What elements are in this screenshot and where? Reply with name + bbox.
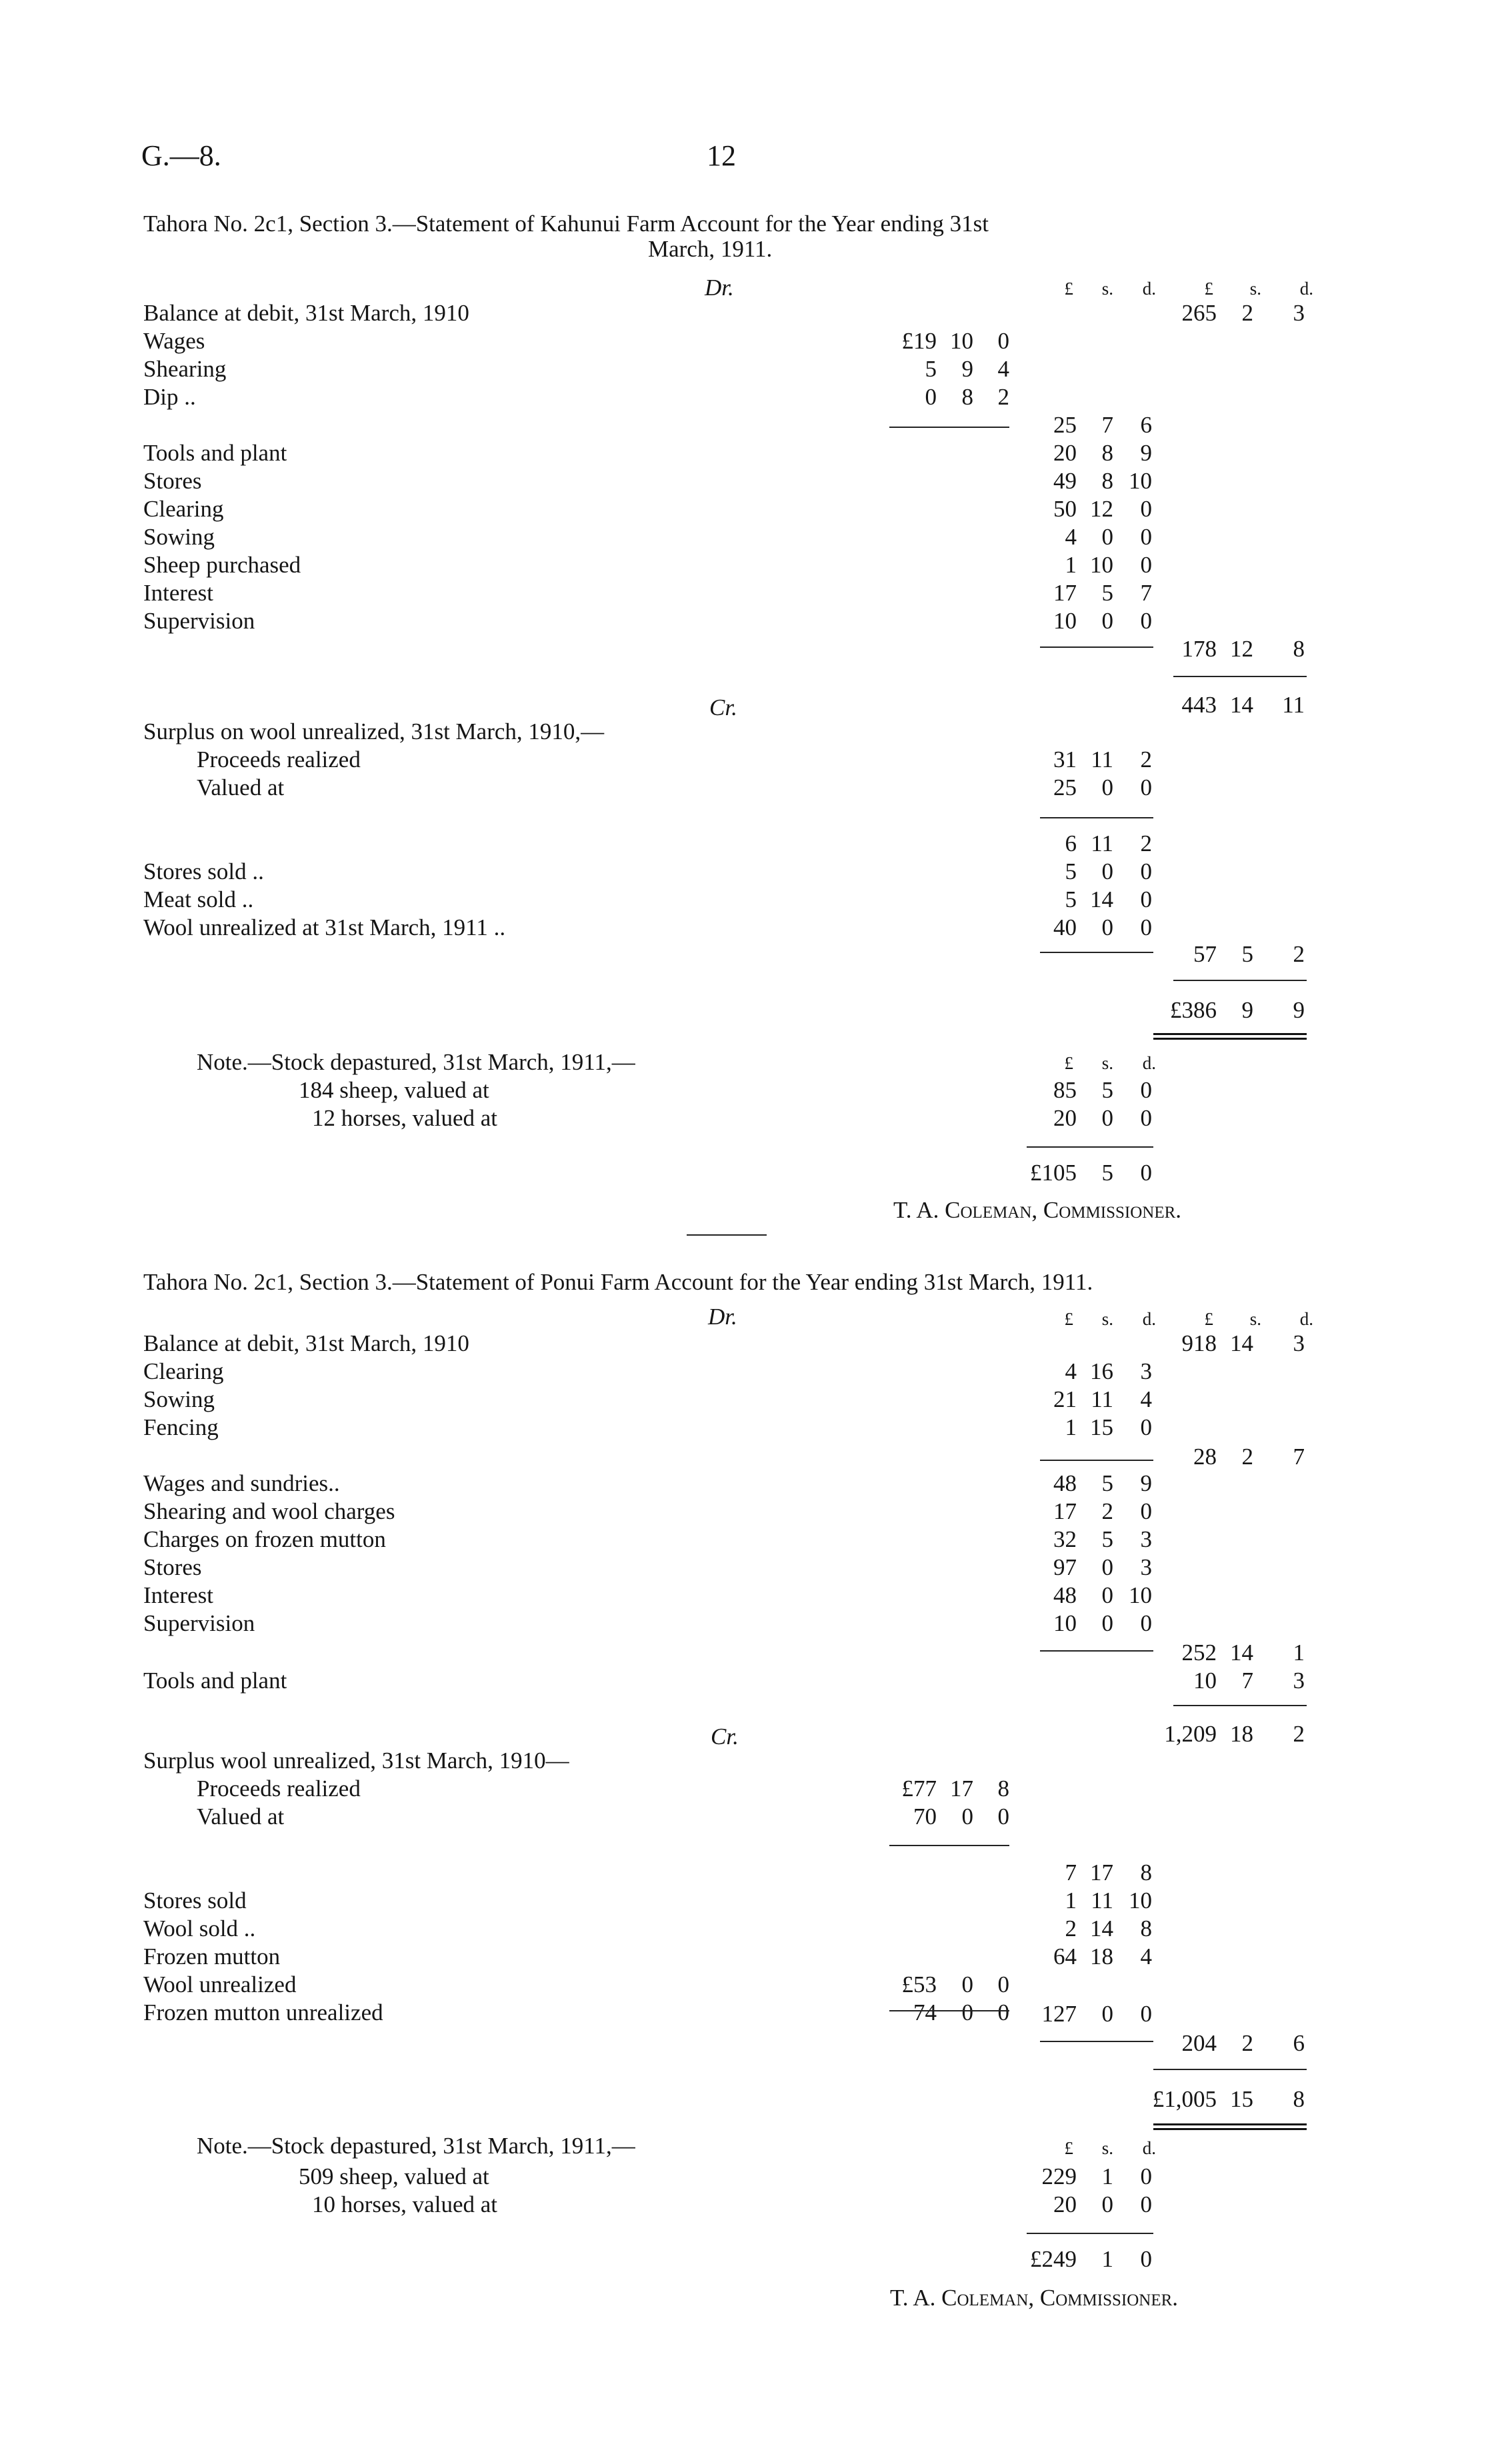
kahunui-credit-total-pence: 2 xyxy=(1293,941,1305,967)
amount-col2-shillings: 0 xyxy=(1101,1554,1113,1580)
row-label: Sowing xyxy=(143,524,215,550)
amount-col2-shillings: 7 xyxy=(1101,412,1113,438)
kahunui-signature: T. A. Coleman, Commissioner. xyxy=(893,1197,1182,1223)
amount-col2-pounds: 17 xyxy=(1053,1498,1077,1524)
row-label: Clearing xyxy=(143,496,224,522)
kahunui-col2-shilling-head: s. xyxy=(1101,279,1113,299)
row-label: Shearing and wool charges xyxy=(143,1498,395,1524)
ponui-debit-total-pounds: 1,209 xyxy=(1164,1721,1217,1747)
ponui-title: Tahora No. 2c1, Section 3.—Statement of Ponui Farm Account for the Year ending 31st March, 1911. xyxy=(143,1269,1093,1295)
page-number: 12 xyxy=(707,139,736,172)
row-label: Charges on frozen mutton xyxy=(143,1526,386,1552)
amount-col2-pence: 6 xyxy=(1140,412,1152,438)
ponui-debit-total-shillings: 18 xyxy=(1230,1721,1253,1747)
amount-col2-pence: 10 xyxy=(1129,1582,1152,1608)
amount-col2-shillings: 8 xyxy=(1101,468,1113,494)
amount-col1-shillings: 0 xyxy=(961,1804,973,1830)
note-item-shillings: 0 xyxy=(1101,1105,1113,1131)
amount-col1-shillings: 10 xyxy=(950,328,973,354)
amount-col2-shillings: 5 xyxy=(1101,580,1113,606)
kahunui-rule-3 xyxy=(1173,676,1307,677)
amount-col2-pence: 4 xyxy=(1140,1943,1152,1969)
ponui-note-pound-head: £ xyxy=(1064,2138,1073,2158)
amount-col2-pence: 8 xyxy=(1140,1859,1152,1885)
amount-col2-pence: 3 xyxy=(1140,1554,1152,1580)
amount-col2-pounds: 31 xyxy=(1053,746,1077,772)
amount-col2-shillings: 14 xyxy=(1090,886,1113,912)
amount-col1-pence: 0 xyxy=(997,328,1009,354)
amount-col2-pence: 0 xyxy=(1140,552,1152,578)
amount-col2-pence: 9 xyxy=(1140,440,1152,466)
amount-col2-pounds: 25 xyxy=(1053,412,1077,438)
kahunui-dr-label: Dr. xyxy=(705,275,734,301)
row-label: Sowing xyxy=(143,1386,215,1412)
kahunui-col3-shilling-head: s. xyxy=(1249,279,1261,299)
amount-col2-pounds: 2 xyxy=(1065,1915,1077,1941)
row-label: Clearing xyxy=(143,1358,224,1384)
ponui-col3-pound-head: £ xyxy=(1204,1309,1213,1329)
amount-col1-pence: 8 xyxy=(997,1776,1009,1802)
kahunui-note-total-pence: 0 xyxy=(1140,1160,1152,1186)
amount-col1-pence: 0 xyxy=(997,1804,1009,1830)
row-label: Meat sold .. xyxy=(143,886,254,912)
ponui-note-total-shillings: 1 xyxy=(1101,2246,1113,2272)
amount-col1-shillings: 17 xyxy=(950,1776,973,1802)
note-item-pence: 0 xyxy=(1140,2191,1152,2217)
amount-col1-pounds: 70 xyxy=(913,1804,937,1830)
ponui-credit-intro: Surplus wool unrealized, 31st March, 1910— xyxy=(143,1748,569,1774)
ponui-col2-pound-head: £ xyxy=(1064,1309,1073,1329)
amount-col2-pounds: 64 xyxy=(1053,1943,1077,1969)
kahunui-col2-pound-head: £ xyxy=(1064,279,1073,299)
kahunui-title-line2: March, 1911. xyxy=(648,236,773,262)
amount-col1-pounds: 0 xyxy=(925,384,937,410)
amount-col2-pounds: 6 xyxy=(1065,830,1077,856)
row-label: Frozen mutton unrealized xyxy=(143,1999,383,2025)
ponui-rule-8 xyxy=(1153,2123,1307,2125)
ponui-dr-label: Dr. xyxy=(708,1304,737,1330)
row-label: Balance at debit, 31st March, 1910 xyxy=(143,300,469,326)
amount-col2-shillings: 15 xyxy=(1090,1414,1113,1440)
amount-col3-pounds: 28 xyxy=(1193,1444,1217,1470)
note-item-pence: 0 xyxy=(1140,1077,1152,1103)
page-reference: G.—8. xyxy=(141,139,221,172)
kahunui-debit-subtotal-pounds: 178 xyxy=(1181,636,1217,662)
ponui-note-rule xyxy=(1027,2233,1153,2234)
note-item-pence: 0 xyxy=(1140,1105,1152,1131)
amount-col2-pounds: 4 xyxy=(1065,524,1077,550)
amount-col3-pounds: 918 xyxy=(1181,1330,1217,1356)
row-label: Wool unrealized xyxy=(143,1971,297,1997)
amount-col2-pounds: 97 xyxy=(1053,1554,1077,1580)
ponui-note-pence-head: d. xyxy=(1142,2138,1156,2158)
note-item-shillings: 5 xyxy=(1101,1077,1113,1103)
amount-col3-pounds: 10 xyxy=(1193,1668,1217,1694)
row-label: Fencing xyxy=(143,1414,219,1440)
amount-col2-shillings: 0 xyxy=(1101,914,1113,940)
ponui-rule-3 xyxy=(1173,1705,1307,1706)
row-label: Valued at xyxy=(197,1804,285,1830)
row-label: Stores xyxy=(143,468,202,494)
amount-col2-pence: 8 xyxy=(1140,1915,1152,1941)
amount-col2-pence: 0 xyxy=(1140,858,1152,884)
ponui-balance-pounds: £1,005 xyxy=(1152,2086,1217,2112)
amount-col2-pence: 0 xyxy=(1140,774,1152,800)
amount-col2-pounds: 50 xyxy=(1053,496,1077,522)
ponui-col3-shilling-head: s. xyxy=(1249,1309,1261,1329)
amount-col2-pence: 2 xyxy=(1140,746,1152,772)
amount-col2-shillings: 0 xyxy=(1101,524,1113,550)
amount-col2-pence: 0 xyxy=(1140,524,1152,550)
row-label: Tools and plant xyxy=(143,440,287,466)
note-item-pounds: 85 xyxy=(1053,1077,1077,1103)
amount-col2-shillings: 0 xyxy=(1101,1582,1113,1608)
amount-col2-pounds: 49 xyxy=(1053,468,1077,494)
kahunui-note-rule xyxy=(1027,1146,1153,1148)
ponui-note-shilling-head: s. xyxy=(1101,2138,1113,2158)
amount-col2-pence: 0 xyxy=(1140,1414,1152,1440)
amount-col2-shillings: 0 xyxy=(1101,1610,1113,1636)
amount-col3-shillings: 7 xyxy=(1241,1668,1253,1694)
ponui-note-total-pence: 0 xyxy=(1140,2246,1152,2272)
amount-col2-pence: 7 xyxy=(1140,580,1152,606)
kahunui-col3-pence-head: d. xyxy=(1299,279,1313,299)
amount-col2-pence: 0 xyxy=(1140,496,1152,522)
ponui-credit-total-pence: 6 xyxy=(1293,2030,1305,2056)
row-label: Supervision xyxy=(143,608,255,634)
row-label: Dip .. xyxy=(143,384,196,410)
amount-col1-pence: 0 xyxy=(997,1999,1009,2025)
row-label: Valued at xyxy=(197,774,285,800)
ponui-cr-label: Cr. xyxy=(711,1724,739,1750)
row-label: Interest xyxy=(143,580,213,606)
ponui-note-intro: Note.—Stock depastured, 31st March, 1911,— xyxy=(197,2133,635,2159)
kahunui-rule-4 xyxy=(1040,817,1153,818)
note-item-label: 184 sheep, valued at xyxy=(299,1077,489,1103)
amount-col3-pounds: 252 xyxy=(1181,1640,1217,1666)
kahunui-credit-total-pounds: 57 xyxy=(1193,941,1217,967)
ponui-rule-6 xyxy=(1040,2041,1153,2042)
amount-col3-pence: 3 xyxy=(1293,300,1305,326)
amount-col3-pence: 7 xyxy=(1293,1444,1305,1470)
row-label: Tools and plant xyxy=(143,1668,287,1694)
amount-col2-pounds: 5 xyxy=(1065,858,1077,884)
amount-col1-pence: 0 xyxy=(997,1971,1009,1997)
note-item-pounds: 229 xyxy=(1041,2163,1077,2189)
kahunui-balance-pence: 9 xyxy=(1293,997,1305,1023)
amount-col2-shillings: 11 xyxy=(1091,746,1113,772)
amount-col2-shillings: 0 xyxy=(1101,858,1113,884)
amount-col3-pence: 1 xyxy=(1293,1640,1305,1666)
amount-col2-shillings: 5 xyxy=(1101,1526,1113,1552)
ponui-rule-2 xyxy=(1040,1650,1153,1652)
amount-col2-pence: 2 xyxy=(1140,830,1152,856)
kahunui-rule-8 xyxy=(1153,1038,1307,1040)
amount-col3-shillings: 14 xyxy=(1230,1640,1253,1666)
ponui-signature: T. A. Coleman, Commissioner. xyxy=(890,2285,1179,2311)
note-item-shillings: 0 xyxy=(1101,2191,1113,2217)
amount-col3-pence: 3 xyxy=(1293,1330,1305,1356)
row-label: Stores xyxy=(143,1554,202,1580)
amount-col2-shillings: 2 xyxy=(1101,1498,1113,1524)
amount-col2-pence: 0 xyxy=(1140,1610,1152,1636)
kahunui-rule-2 xyxy=(1040,646,1153,648)
amount-col1-pence: 2 xyxy=(997,384,1009,410)
note-item-label: 10 horses, valued at xyxy=(312,2191,497,2217)
amount-col2-pounds: 7 xyxy=(1065,1859,1077,1885)
amount-col2-pounds: 20 xyxy=(1053,440,1077,466)
note-item-pence: 0 xyxy=(1140,2163,1152,2189)
amount-col1-pounds: £53 xyxy=(901,1971,937,1997)
kahunui-credit-intro: Surplus on wool unrealized, 31st March, 1910,— xyxy=(143,718,605,744)
amount-col1-pounds: 5 xyxy=(925,356,937,382)
kahunui-note-total-shillings: 5 xyxy=(1101,1160,1113,1186)
ponui-col2-shilling-head: s. xyxy=(1101,1309,1113,1329)
amount-col2-pounds: 32 xyxy=(1053,1526,1077,1552)
amount-col2-shillings: 12 xyxy=(1090,496,1113,522)
kahunui-credit-total-shillings: 5 xyxy=(1241,941,1253,967)
note-item-pounds: 20 xyxy=(1053,2191,1077,2217)
kahunui-debit-subtotal-shillings: 12 xyxy=(1230,636,1253,662)
row-label: Interest xyxy=(143,1582,213,1608)
ponui-credit-total-shillings: 2 xyxy=(1241,2030,1253,2056)
ponui-rule-1 xyxy=(1040,1460,1153,1461)
ponui-credit-total-pounds: 204 xyxy=(1181,2030,1217,2056)
kahunui-rule-6 xyxy=(1173,980,1307,981)
kahunui-debit-total-pounds: 443 xyxy=(1181,692,1217,718)
kahunui-cr-label: Cr. xyxy=(709,694,737,720)
kahunui-note-pound-head: £ xyxy=(1064,1053,1073,1073)
amount-col2-pounds: 48 xyxy=(1053,1582,1077,1608)
amount-col1-pounds: £19 xyxy=(901,328,937,354)
amount-col2-shillings: 17 xyxy=(1090,1859,1113,1885)
row-label: Sheep purchased xyxy=(143,552,301,578)
amount-col2-pence: 0 xyxy=(1140,2001,1152,2027)
kahunui-debit-total-pence: 11 xyxy=(1282,692,1305,718)
amount-col3-shillings: 14 xyxy=(1230,1330,1253,1356)
amount-col2-pence: 0 xyxy=(1140,608,1152,634)
amount-col3-shillings: 2 xyxy=(1241,1444,1253,1470)
amount-col2-pounds: 21 xyxy=(1053,1386,1077,1412)
amount-col2-pounds: 10 xyxy=(1053,608,1077,634)
kahunui-note-total-pounds: £105 xyxy=(1030,1160,1077,1186)
row-label: Wool unrealized at 31st March, 1911 .. xyxy=(143,914,506,940)
ponui-balance-shillings: 15 xyxy=(1230,2086,1253,2112)
kahunui-col3-pound-head: £ xyxy=(1204,279,1213,299)
amount-col1-shillings: 0 xyxy=(961,1971,973,1997)
amount-col1-shillings: 8 xyxy=(961,384,973,410)
ponui-rule-9 xyxy=(1153,2128,1307,2130)
amount-col2-pounds: 17 xyxy=(1053,580,1077,606)
row-label: Stores sold .. xyxy=(143,858,264,884)
amount-col2-pence: 9 xyxy=(1140,1470,1152,1496)
amount-col2-pence: 10 xyxy=(1129,468,1152,494)
amount-col2-shillings: 0 xyxy=(1101,608,1113,634)
section-divider xyxy=(687,1234,767,1236)
note-item-label: 509 sheep, valued at xyxy=(299,2163,489,2189)
amount-col2-pounds: 4 xyxy=(1065,1358,1077,1384)
amount-col2-shillings: 0 xyxy=(1101,774,1113,800)
amount-col2-pounds: 48 xyxy=(1053,1470,1077,1496)
row-label: Shearing xyxy=(143,356,227,382)
kahunui-balance-pounds: £386 xyxy=(1170,997,1217,1023)
amount-col1-shillings: 9 xyxy=(961,356,973,382)
ponui-rule-5 xyxy=(889,2010,1009,2011)
amount-col2-shillings: 11 xyxy=(1091,830,1113,856)
note-item-label: 12 horses, valued at xyxy=(312,1105,497,1131)
ponui-note-total-pounds: £249 xyxy=(1030,2246,1077,2272)
kahunui-debit-subtotal-pence: 8 xyxy=(1293,636,1305,662)
kahunui-rule-1 xyxy=(889,427,1009,428)
ponui-debit-total-pence: 2 xyxy=(1293,1721,1305,1747)
amount-col1-shillings: 0 xyxy=(961,1999,973,2025)
amount-col2-pounds: 40 xyxy=(1053,914,1077,940)
amount-col2-shillings: 18 xyxy=(1090,1943,1113,1969)
amount-col2-pounds: 25 xyxy=(1053,774,1077,800)
row-label: Balance at debit, 31st March, 1910 xyxy=(143,1330,469,1356)
amount-col2-pence: 0 xyxy=(1140,914,1152,940)
amount-col2-pence: 10 xyxy=(1129,1887,1152,1913)
kahunui-rule-7 xyxy=(1153,1033,1307,1035)
amount-col2-shillings: 0 xyxy=(1101,2001,1113,2027)
ponui-col2-pence-head: d. xyxy=(1142,1309,1156,1329)
note-item-shillings: 1 xyxy=(1101,2163,1113,2189)
amount-col2-shillings: 10 xyxy=(1090,552,1113,578)
amount-col2-pounds: 5 xyxy=(1065,886,1077,912)
amount-col2-pence: 0 xyxy=(1140,1498,1152,1524)
amount-col2-pounds: 1 xyxy=(1065,1887,1077,1913)
row-label: Proceeds realized xyxy=(197,1776,361,1802)
kahunui-rule-5 xyxy=(1040,952,1153,953)
amount-col2-shillings: 5 xyxy=(1101,1470,1113,1496)
amount-col2-pounds: 1 xyxy=(1065,1414,1077,1440)
kahunui-debit-total-shillings: 14 xyxy=(1230,692,1253,718)
kahunui-title-line1: Tahora No. 2c1, Section 3.—Statement of Kahunui Farm Account for the Year ending 31st xyxy=(143,211,989,237)
ponui-rule-4 xyxy=(889,1845,1009,1846)
amount-col1-pounds: 74 xyxy=(913,1999,937,2025)
amount-col2-pounds: 1 xyxy=(1065,552,1077,578)
amount-col2-pence: 3 xyxy=(1140,1526,1152,1552)
amount-col3-shillings: 2 xyxy=(1241,300,1253,326)
amount-col1-pence: 4 xyxy=(997,356,1009,382)
row-label: Wages xyxy=(143,328,205,354)
amount-col2-shillings: 11 xyxy=(1091,1386,1113,1412)
kahunui-note-pence-head: d. xyxy=(1142,1053,1156,1073)
amount-col2-shillings: 14 xyxy=(1090,1915,1113,1941)
amount-col3-pence: 3 xyxy=(1293,1668,1305,1694)
amount-col2-shillings: 11 xyxy=(1091,1887,1113,1913)
row-label: Wool sold .. xyxy=(143,1915,256,1941)
amount-col2-pence: 4 xyxy=(1140,1386,1152,1412)
amount-col3-pounds: 265 xyxy=(1181,300,1217,326)
row-label: Stores sold xyxy=(143,1887,247,1913)
kahunui-note-intro: Note.—Stock depastured, 31st March, 1911,— xyxy=(197,1049,635,1075)
ponui-balance-pence: 8 xyxy=(1293,2086,1305,2112)
amount-col2-shillings: 8 xyxy=(1101,440,1113,466)
kahunui-col2-pence-head: d. xyxy=(1142,279,1156,299)
amount-col2-shillings: 16 xyxy=(1090,1358,1113,1384)
row-label: Supervision xyxy=(143,1610,255,1636)
amount-col2-pounds: 127 xyxy=(1041,2001,1077,2027)
amount-col2-pence: 0 xyxy=(1140,886,1152,912)
amount-col2-pence: 3 xyxy=(1140,1358,1152,1384)
row-label: Wages and sundries.. xyxy=(143,1470,340,1496)
kahunui-balance-shillings: 9 xyxy=(1241,997,1253,1023)
row-label: Proceeds realized xyxy=(197,746,361,772)
note-item-pounds: 20 xyxy=(1053,1105,1077,1131)
ponui-col3-pence-head: d. xyxy=(1299,1309,1313,1329)
ponui-rule-7 xyxy=(1153,2069,1307,2070)
kahunui-note-shilling-head: s. xyxy=(1101,1053,1113,1073)
row-label: Frozen mutton xyxy=(143,1943,281,1969)
amount-col2-pounds: 10 xyxy=(1053,1610,1077,1636)
amount-col1-pounds: £77 xyxy=(901,1776,937,1802)
